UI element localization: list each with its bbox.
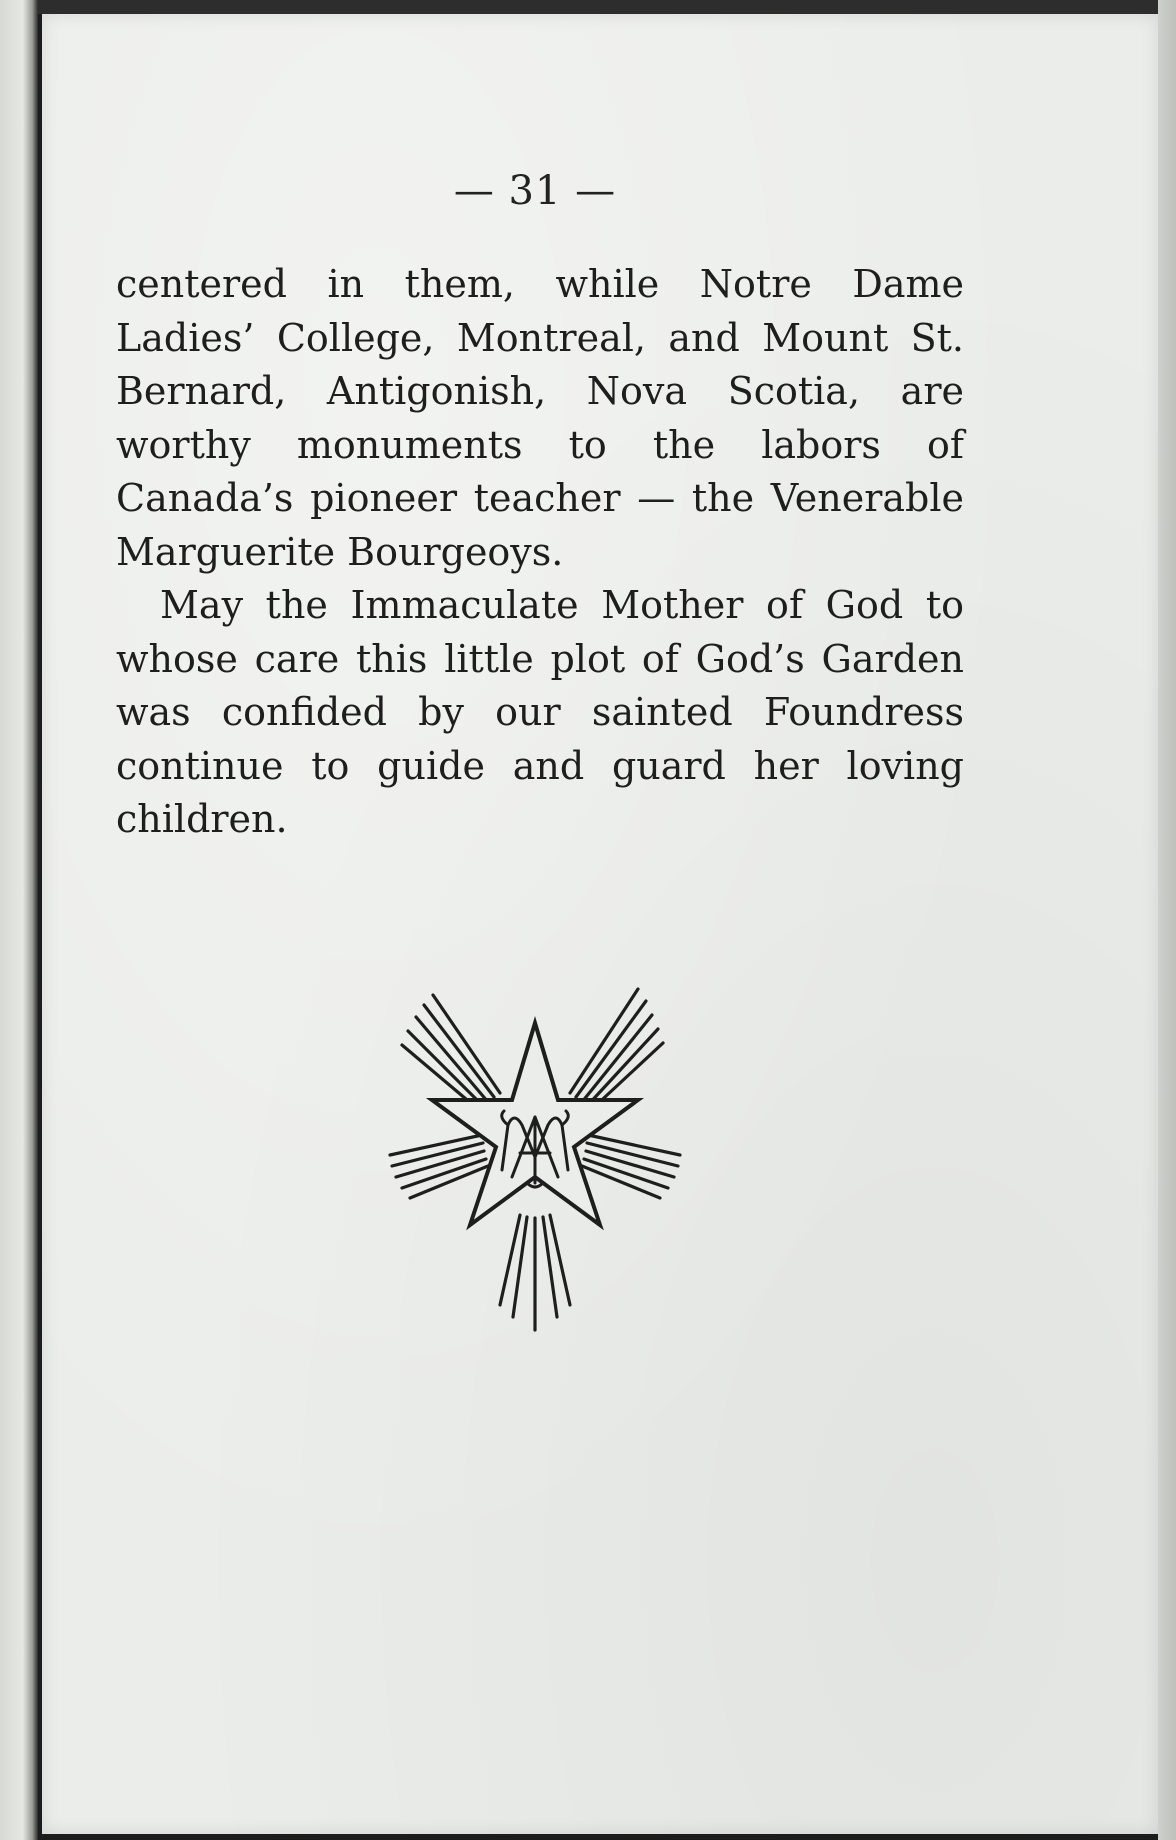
adjacent-page-edge: [0, 0, 38, 1840]
page-number: — 31 —: [453, 168, 617, 214]
body-text: [116, 258, 964, 847]
paragraph-1: centered in them, while Notre Dame Ladies’ College, Montreal, and Mount St. Bernard, Antigonish, Nova Scotia, are worthy monuments to the labors of Canada’s pioneer teacher — the Venerable Marguerite Bourgeoys.: [116, 262, 964, 574]
star-with-rays-marian-monogram-icon: [380, 985, 690, 1340]
paragraph-2: May the Immaculate Mother of God to whose care this little plot of God’s Garden was confided by our sainted Foundress continue to guide and guard her loving children.: [116, 583, 964, 841]
page-fore-edge: [1158, 0, 1176, 1840]
top-edge: [0, 0, 1176, 14]
